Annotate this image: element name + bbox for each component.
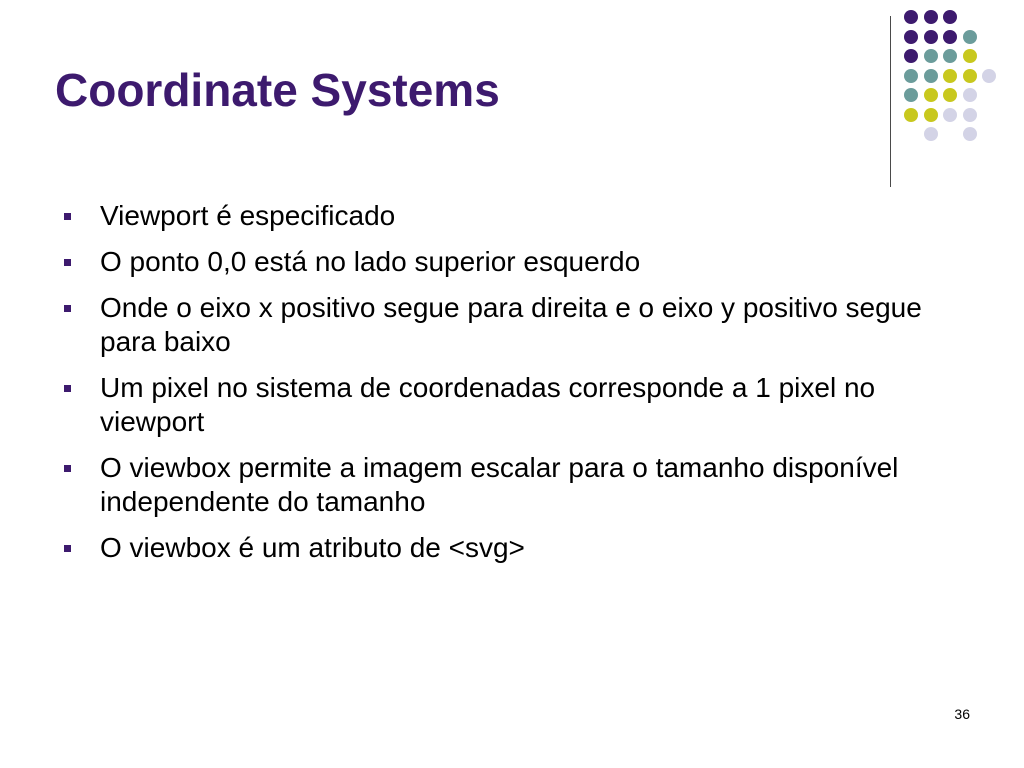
teal-dot (924, 49, 938, 63)
bullet-text: O ponto 0,0 está no lado superior esquerdo (100, 246, 641, 277)
olive-dot (943, 69, 957, 83)
olive-dot (963, 49, 977, 63)
page-number: 36 (954, 706, 970, 722)
purple-dot (943, 30, 957, 44)
header-divider (890, 16, 891, 187)
purple-dot (904, 49, 918, 63)
purple-dot (924, 30, 938, 44)
bullet-item (62, 371, 982, 439)
teal-dot (924, 69, 938, 83)
lavender-dot (924, 127, 938, 141)
lavender-dot (982, 69, 996, 83)
bullet-text: Viewport é especificado (100, 200, 396, 231)
bullet-item (62, 199, 982, 233)
bullet-text: Um pixel no sistema de coordenadas corresponde a 1 pixel no viewport (100, 372, 876, 437)
square-bullet-icon (64, 465, 71, 472)
purple-dot (924, 10, 938, 24)
bullet-text: O viewbox é um atributo de <svg> (100, 532, 525, 563)
square-bullet-icon (64, 305, 71, 312)
decorative-dot-grid (904, 10, 1014, 165)
olive-dot (963, 69, 977, 83)
bullet-item (62, 245, 982, 279)
olive-dot (924, 108, 938, 122)
lavender-dot (943, 108, 957, 122)
square-bullet-icon (64, 213, 71, 220)
lavender-dot (963, 127, 977, 141)
purple-dot (904, 30, 918, 44)
bullet-item (62, 451, 982, 519)
olive-dot (904, 108, 918, 122)
lavender-dot (963, 88, 977, 102)
bullet-text: O viewbox permite a imagem escalar para o tamanho disponível independente do tamanho (100, 452, 899, 517)
teal-dot (904, 69, 918, 83)
square-bullet-icon (64, 385, 71, 392)
bullet-text: Onde o eixo x positivo segue para direita e o eixo y positivo segue para baixo (100, 292, 922, 357)
teal-dot (963, 30, 977, 44)
lavender-dot (963, 108, 977, 122)
square-bullet-icon (64, 545, 71, 552)
teal-dot (943, 49, 957, 63)
slide-title: Coordinate Systems (55, 64, 500, 116)
bullet-list (62, 199, 982, 577)
bullet-item (62, 531, 982, 565)
teal-dot (904, 88, 918, 102)
square-bullet-icon (64, 259, 71, 266)
purple-dot (904, 10, 918, 24)
olive-dot (943, 88, 957, 102)
purple-dot (943, 10, 957, 24)
bullet-item (62, 291, 982, 359)
olive-dot (924, 88, 938, 102)
